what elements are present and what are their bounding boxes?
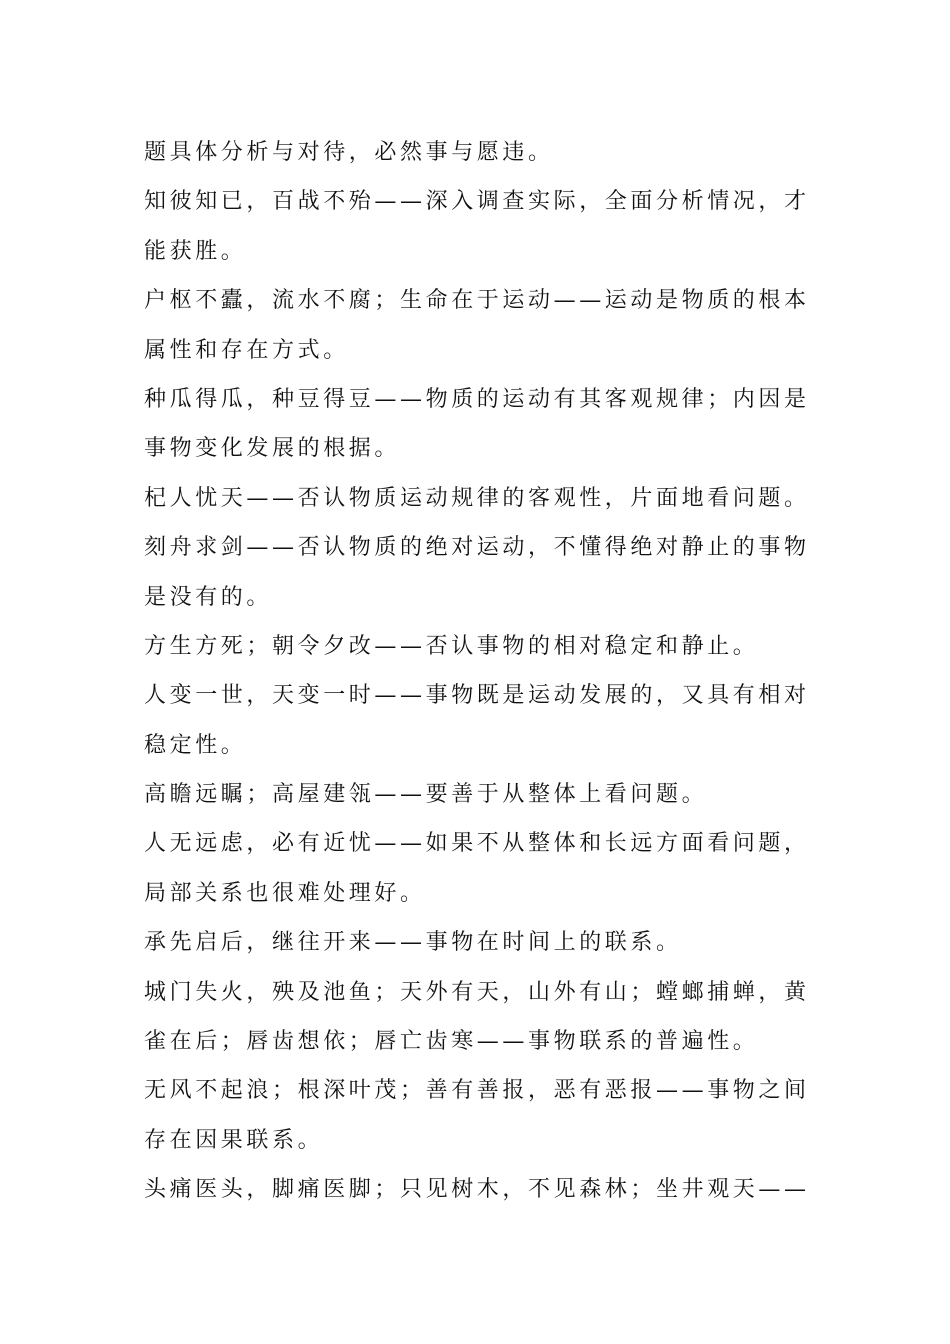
text-line: 杞人忧天——否认物质运动规律的客观性，片面地看问题。 — [144, 485, 810, 511]
text-line: 局部关系也很难处理好。 — [144, 880, 426, 906]
text-line: 是没有的。 — [144, 584, 273, 610]
text-line: 刻舟求剑——否认物质的绝对运动，不懂得绝对静止的事物 — [144, 535, 810, 561]
text-line: 能获胜。 — [144, 238, 247, 264]
text-line: 城门失火，殃及池鱼；天外有天，山外有山；螳螂捕蝉，黄 — [144, 979, 810, 1005]
text-line: 方生方死；朝令夕改——否认事物的相对稳定和静止。 — [144, 633, 759, 659]
text-line: 无风不起浪；根深叶茂；善有善报，恶有恶报——事物之间 — [144, 1078, 810, 1104]
text-line: 头痛医头，脚痛医脚；只见树木，不见森林；坐井观天—— — [144, 1177, 810, 1203]
text-line: 存在因果联系。 — [144, 1127, 324, 1153]
text-line: 知彼知已，百战不殆——深入调查实际，全面分析情况，才 — [144, 189, 810, 215]
text-line: 高瞻远瞩；高屋建瓴——要善于从整体上看问题。 — [144, 782, 708, 808]
text-line: 雀在后；唇齿想依；唇亡齿寒——事物联系的普遍性。 — [144, 1029, 759, 1055]
text-line: 承先启后，继往开来——事物在时间上的联系。 — [144, 930, 682, 956]
text-line: 人变一世，天变一时——事物既是运动发展的，又具有相对 — [144, 683, 810, 709]
text-line: 人无远虑，必有近忧——如果不从整体和长远方面看问题， — [144, 831, 810, 857]
text-line: 属性和存在方式。 — [144, 337, 349, 363]
text-line: 题具体分析与对待，必然事与愿违。 — [144, 140, 554, 165]
text-line: 户枢不蠹，流水不腐；生命在于运动——运动是物质的根本 — [144, 288, 810, 314]
body-text — [144, 128, 808, 1215]
text-line: 稳定性。 — [144, 732, 247, 758]
text-line: 事物变化发展的根据。 — [144, 436, 401, 462]
text-line: 种瓜得瓜，种豆得豆——物质的运动有其客观规律；内因是 — [144, 386, 810, 412]
